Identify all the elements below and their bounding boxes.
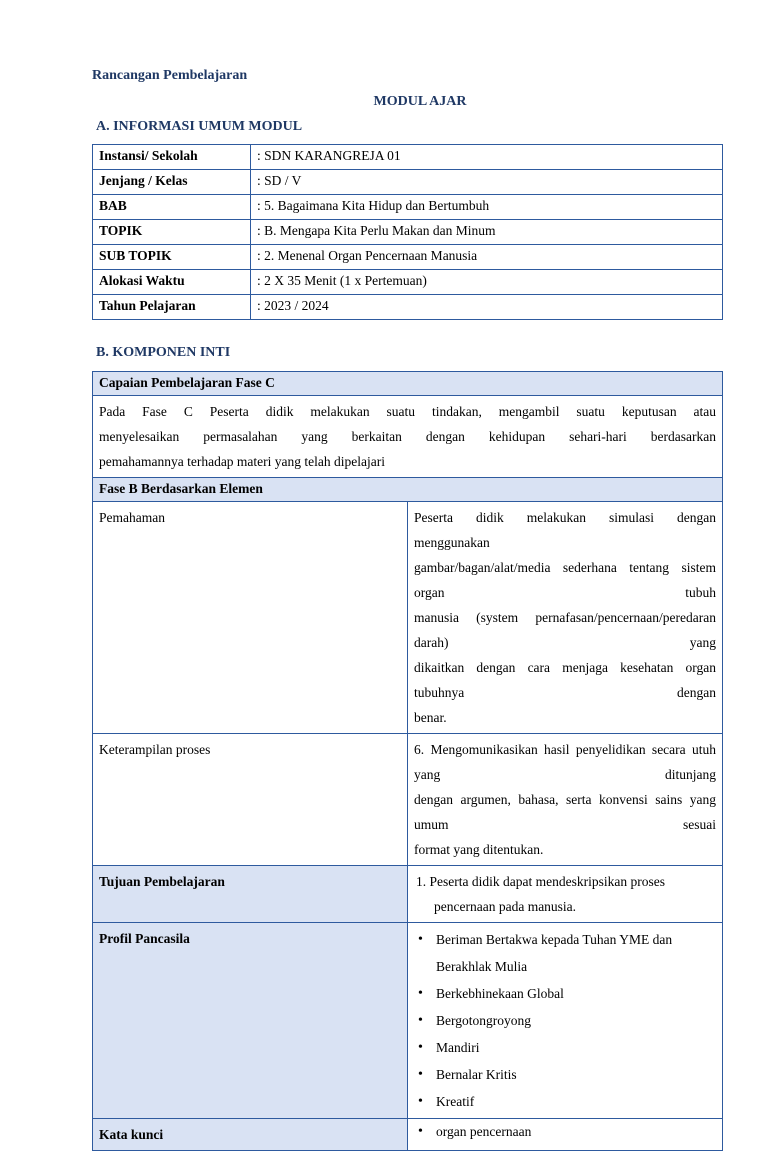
pemahaman-line: Peserta didik melakukan simulasi dengan menggunakan — [414, 510, 716, 550]
info-value: : SDN KARANGREJA 01 — [251, 145, 723, 170]
table-row — [93, 295, 723, 320]
tujuan-list — [414, 869, 716, 919]
list-item: • Bernalar Kritis — [414, 1061, 716, 1088]
table-row — [93, 923, 723, 1119]
keterampilan-label: Keterampilan proses — [93, 734, 408, 866]
info-table — [92, 144, 723, 320]
table-row — [93, 866, 723, 923]
info-key: Tahun Pelajaran — [93, 295, 251, 320]
table-row — [93, 1119, 723, 1151]
capaian-line: menyelesaikan permasalahan yang berkaitan dengan kehidupan sehari-hari berdasarkan — [99, 429, 716, 444]
tujuan-label: Tujuan Pembelajaran — [93, 866, 408, 923]
list-item: • Mandiri — [414, 1034, 716, 1061]
pemahaman-line: dikaitkan dengan cara menjaga kesehatan organ tubuhnya dengan — [414, 660, 716, 700]
info-value: : 2023 / 2024 — [251, 295, 723, 320]
info-value: : 5. Bagaimana Kita Hidup dan Bertumbuh — [251, 195, 723, 220]
profil-label: Profil Pancasila — [93, 923, 408, 1119]
component-table — [92, 371, 723, 1151]
info-value: : B. Mengapa Kita Perlu Makan dan Minum — [251, 220, 723, 245]
profil-content — [408, 923, 723, 1119]
kata-kunci-label: Kata kunci — [93, 1119, 408, 1151]
table-row — [93, 145, 723, 170]
kata-kunci-content — [408, 1119, 723, 1151]
info-key: Instansi/ Sekolah — [93, 145, 251, 170]
table-row — [93, 396, 723, 478]
pemahaman-label: Pemahaman — [93, 502, 408, 734]
table-row — [93, 478, 723, 502]
keterampilan-line: 6. Mengomunikasikan hasil penyelidikan secara utuh yang ditunjang — [414, 742, 716, 782]
info-key: Alokasi Waktu — [93, 270, 251, 295]
pemahaman-line: gambar/bagan/alat/media sederhana tentang sistem organ tubuh — [414, 560, 716, 600]
table-row — [93, 270, 723, 295]
profil-list — [414, 926, 716, 1115]
tujuan-content — [408, 866, 723, 923]
table-row — [93, 372, 723, 396]
capaian-line: pemahamannya terhadap materi yang telah dipelajari — [99, 454, 385, 469]
table-row — [93, 734, 723, 866]
kata-kunci-list — [414, 1122, 716, 1141]
pemahaman-line: manusia (system pernafasan/pencernaan/peredaran darah) yang — [414, 610, 716, 650]
info-value: : 2 X 35 Menit (1 x Pertemuan) — [251, 270, 723, 295]
table-row — [93, 245, 723, 270]
keterampilan-text — [408, 734, 723, 866]
info-key: TOPIK — [93, 220, 251, 245]
info-key: Jenjang / Kelas — [93, 170, 251, 195]
info-key: BAB — [93, 195, 251, 220]
list-item: 1. Peserta didik dapat mendeskripsikan proses pencernaan pada manusia. — [416, 874, 665, 914]
capaian-header: Capaian Pembelajaran Fase C — [93, 372, 723, 396]
section-b-heading: B. KOMPONEN INTI — [96, 345, 231, 360]
list-item: • Beriman Bertakwa kepada Tuhan YME dan Berakhlak Mulia — [414, 926, 716, 980]
list-item: • Bergotongroyong — [414, 1007, 716, 1034]
list-item: • Kreatif — [414, 1088, 716, 1115]
table-row — [93, 195, 723, 220]
info-key: SUB TOPIK — [93, 245, 251, 270]
section-a-heading: A. INFORMASI UMUM MODUL — [96, 119, 303, 134]
elemen-header: Fase B Berdasarkan Elemen — [93, 478, 723, 502]
document-title: MODUL AJAR — [373, 94, 467, 109]
list-item: • Berkebhinekaan Global — [414, 980, 716, 1007]
capaian-text — [93, 396, 723, 478]
pemahaman-text — [408, 502, 723, 734]
pemahaman-line: benar. — [414, 710, 447, 725]
info-value: : 2. Menenal Organ Pencernaan Manusia — [251, 245, 723, 270]
capaian-line: Pada Fase C Peserta didik melakukan suatu tindakan, mengambil suatu keputusan atau — [99, 404, 716, 419]
list-item: • organ pencernaan — [414, 1122, 716, 1141]
table-row — [93, 220, 723, 245]
keterampilan-line: format yang ditentukan. — [414, 842, 544, 857]
document-label: Rancangan Pembelajaran — [92, 68, 248, 83]
table-row — [93, 170, 723, 195]
keterampilan-line: dengan argumen, bahasa, serta konvensi sains yang umum sesuai — [414, 792, 716, 832]
table-row — [93, 502, 723, 734]
info-value: : SD / V — [251, 170, 723, 195]
